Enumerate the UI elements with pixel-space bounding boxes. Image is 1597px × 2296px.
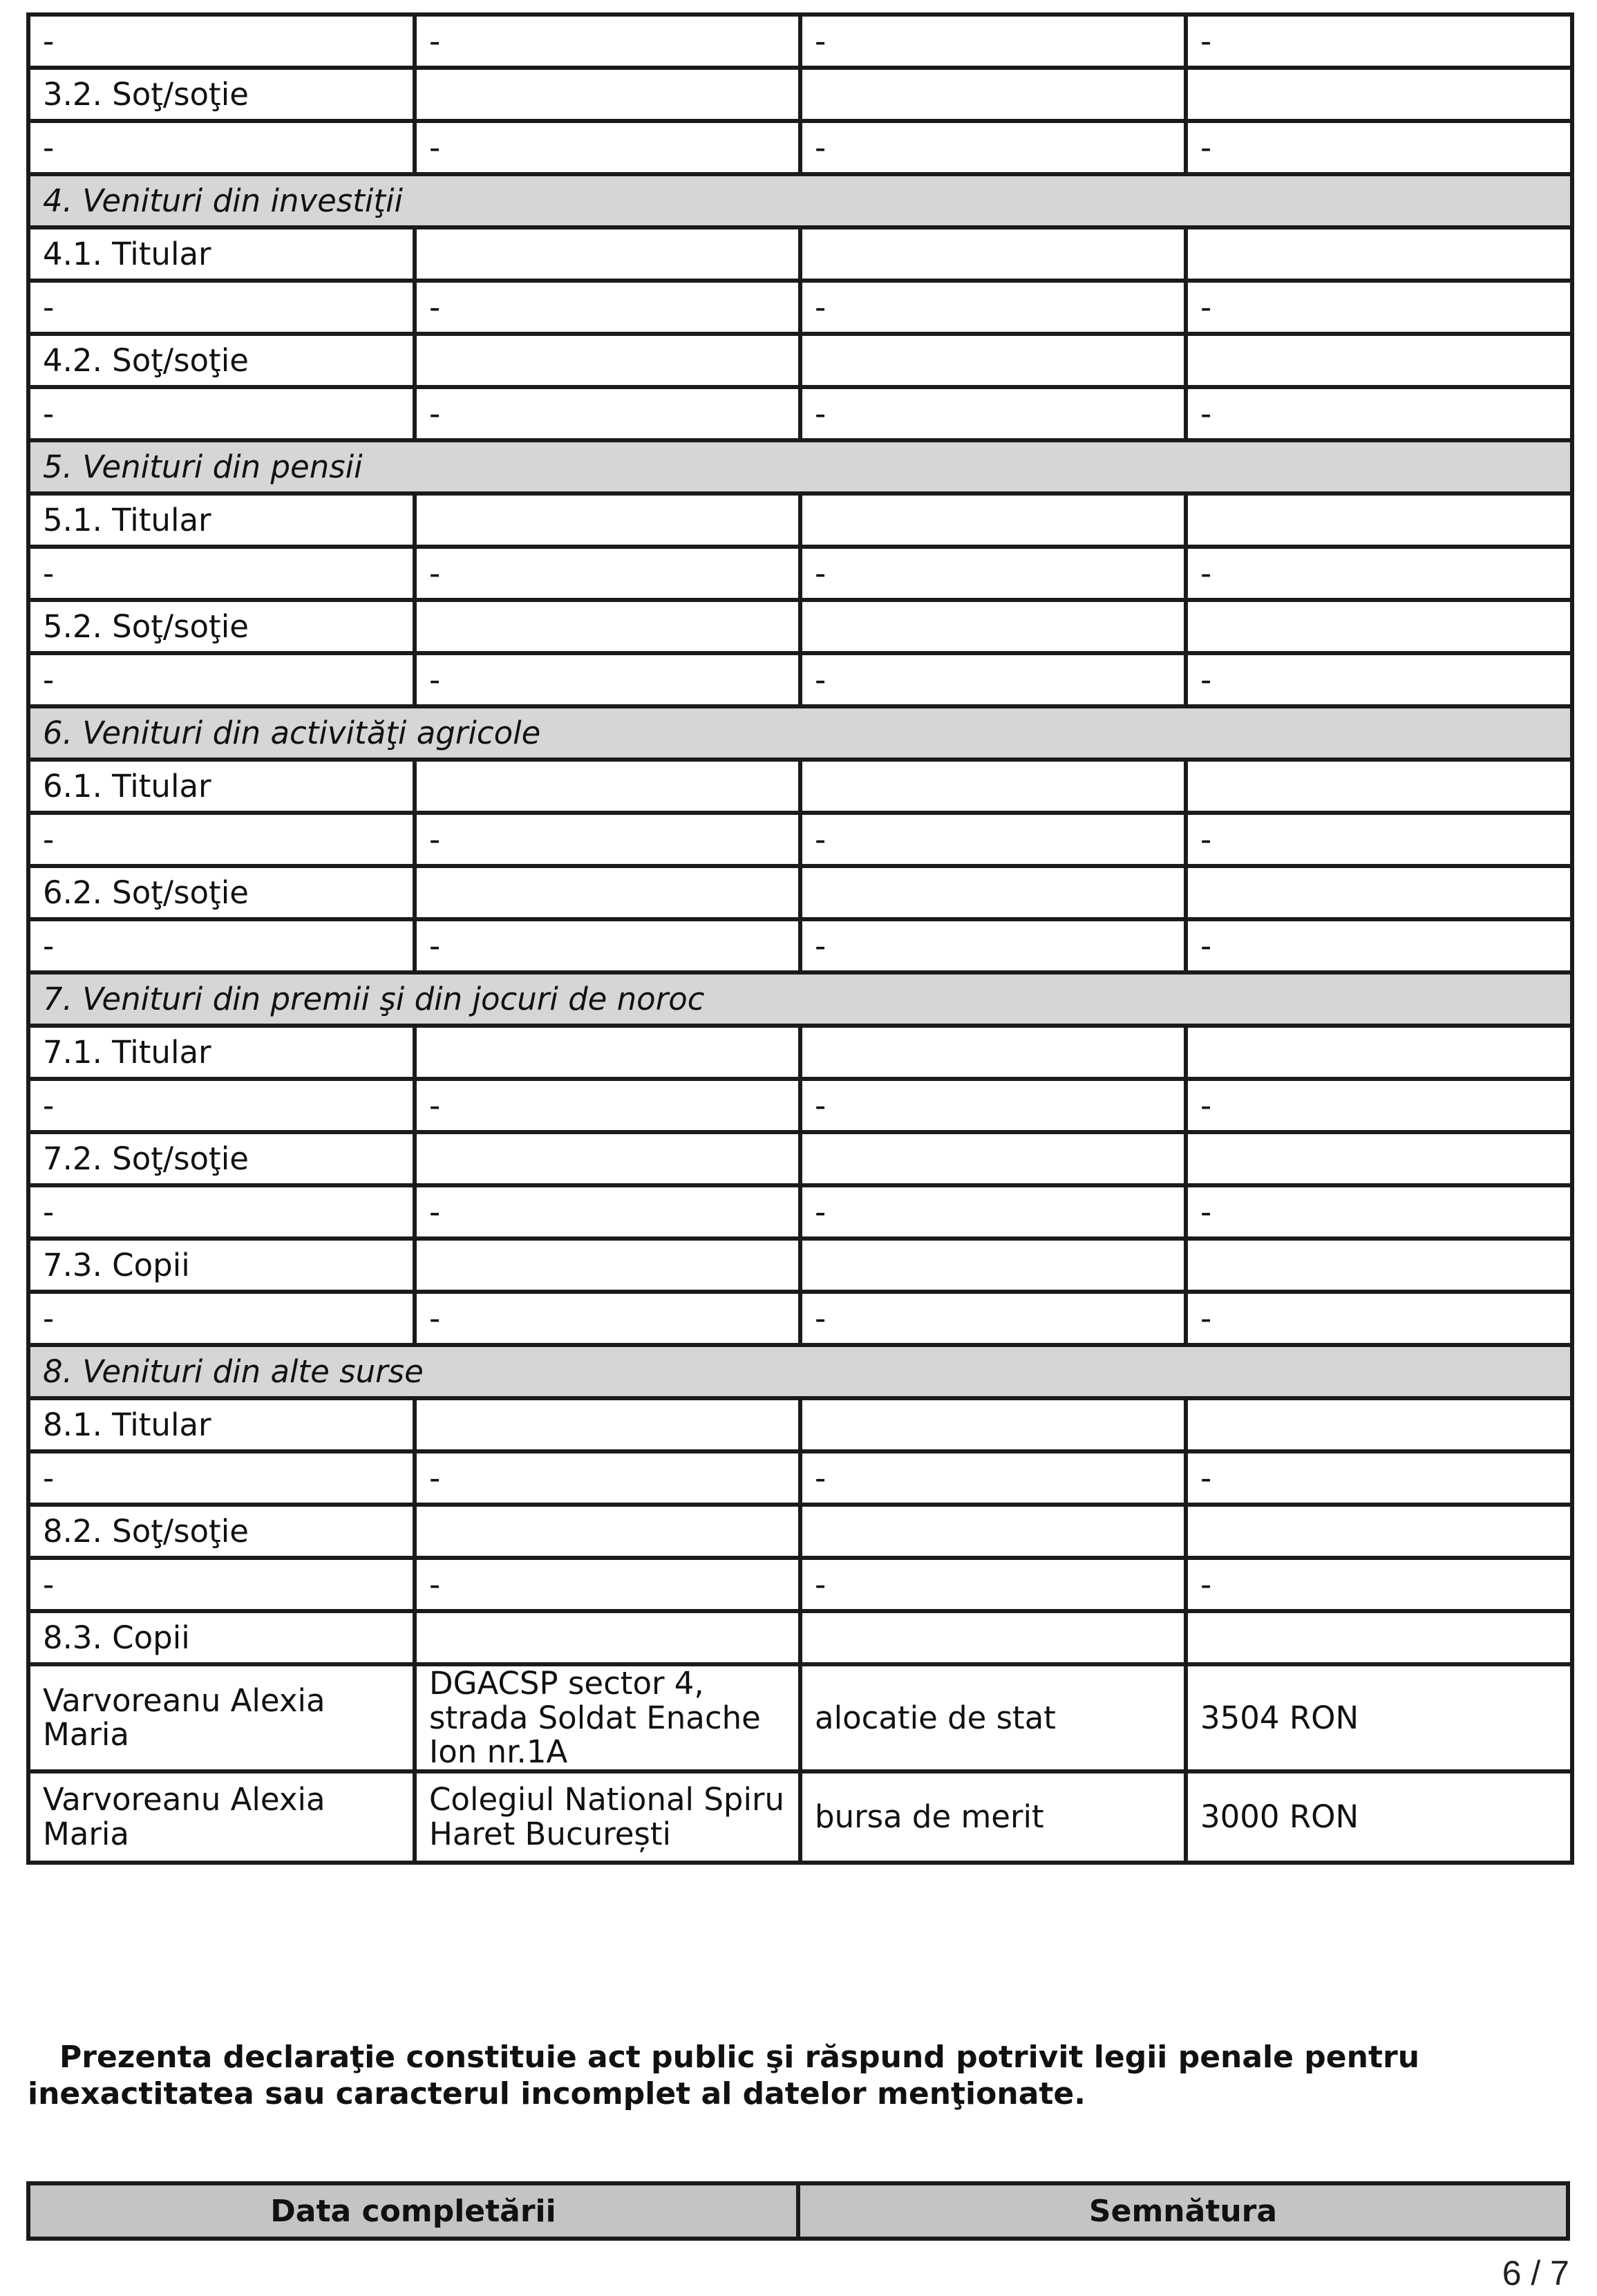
table-cell [800,1239,1186,1292]
table-row [28,387,1572,440]
table-cell [1186,760,1572,813]
table-cell: 6.2. Soţ/soţie [28,866,415,919]
table-cell [415,1505,800,1558]
table-cell: - [28,15,415,68]
table-cell: - [1186,1079,1572,1132]
section-title: 5. Venituri din pensii [28,440,1572,493]
table-cell [1186,1611,1572,1664]
table-cell [415,68,800,121]
table-cell: - [28,919,415,972]
table-cell: 8.1. Titular [28,1398,415,1451]
table-row [28,15,1572,68]
section-header-row [28,1345,1572,1398]
table-cell: - [1186,1185,1572,1239]
table-cell: - [800,547,1186,600]
section-title: 8. Venituri din alte surse [28,1345,1572,1398]
table-cell: 8.3. Copii [28,1611,415,1664]
category-row [28,1239,1572,1292]
table-cell [1186,1026,1572,1079]
table-cell: - [415,813,800,866]
table-row [28,1079,1572,1132]
table-cell [415,1239,800,1292]
table-cell: 4.2. Soţ/soţie [28,334,415,387]
table-cell: - [1186,1558,1572,1611]
table-cell: - [28,1558,415,1611]
completion-date-header: Data completării [28,2183,798,2239]
table-row [28,1185,1572,1239]
category-row [28,1611,1572,1664]
table-cell [1186,1132,1572,1185]
table-cell: - [28,813,415,866]
table-cell: - [415,121,800,174]
category-row [28,493,1572,547]
income-table [26,12,1574,1865]
table-row [28,547,1572,600]
table-cell: DGACSP sector 4, strada Soldat Enache Ion nr.1A [415,1664,800,1771]
table-cell: - [415,919,800,972]
table-cell: - [1186,653,1572,706]
table-cell [415,760,800,813]
table-cell [415,334,800,387]
table-cell: - [800,121,1186,174]
table-cell: - [800,387,1186,440]
table-cell [415,1398,800,1451]
table-cell: alocatie de stat [800,1664,1186,1771]
table-cell: - [800,813,1186,866]
table-cell [1186,1239,1572,1292]
table-cell: bursa de merit [800,1771,1186,1863]
table-cell [800,1026,1186,1079]
table-cell: - [800,15,1186,68]
table-cell: 8.2. Soţ/soţie [28,1505,415,1558]
table-row [28,121,1572,174]
table-cell [1186,866,1572,919]
table-cell: - [415,653,800,706]
table-cell: - [415,15,800,68]
table-cell [415,866,800,919]
category-row [28,1398,1572,1451]
table-cell: - [28,121,415,174]
table-cell: Varvoreanu Alexia Maria [28,1664,415,1771]
table-cell: - [1186,387,1572,440]
category-row [28,334,1572,387]
table-cell: - [415,1292,800,1345]
table-cell: - [800,1451,1186,1505]
table-cell: - [1186,547,1572,600]
table-cell: - [415,547,800,600]
category-row [28,1132,1572,1185]
table-cell: - [28,387,415,440]
table-cell: - [800,919,1186,972]
table-cell [800,1505,1186,1558]
table-cell: 3000 RON [1186,1771,1572,1863]
table-cell [415,227,800,281]
table-cell: - [28,1079,415,1132]
table-cell: - [1186,813,1572,866]
table-cell: - [28,1451,415,1505]
table-row [28,919,1572,972]
table-cell: - [800,281,1186,334]
table-row [28,813,1572,866]
table-cell: - [28,653,415,706]
table-cell [1186,227,1572,281]
table-cell: - [28,1185,415,1239]
table-cell [1186,68,1572,121]
table-cell [800,866,1186,919]
table-row [28,281,1572,334]
table-row [28,1771,1572,1863]
category-row [28,68,1572,121]
category-row [28,600,1572,653]
table-cell: - [800,1292,1186,1345]
table-cell: - [800,1558,1186,1611]
table-row [28,1451,1572,1505]
table-cell: - [415,387,800,440]
table-cell: 5.2. Soţ/soţie [28,600,415,653]
table-cell [800,1398,1186,1451]
income-table-body [28,15,1572,1863]
table-cell: 3504 RON [1186,1664,1572,1771]
table-row [28,1664,1572,1771]
section-header-row [28,706,1572,760]
section-title: 7. Venituri din premii şi din jocuri de noroc [28,972,1572,1026]
signature-table [26,2181,1570,2241]
section-header-row [28,972,1572,1026]
table-cell [800,68,1186,121]
signature-header-row [28,2183,1568,2239]
table-cell [800,760,1186,813]
table-cell [415,600,800,653]
category-row [28,760,1572,813]
table-cell [1186,1505,1572,1558]
table-cell [800,1611,1186,1664]
declaration-statement: Prezenta declaraţie constituie act public şi răspund potrivit legii penale pentru inexactitatea sau caracterul incomplet al datelor menţionate. [28,2040,1420,2111]
table-row [28,1558,1572,1611]
table-cell: 6.1. Titular [28,760,415,813]
table-cell: 7.1. Titular [28,1026,415,1079]
table-cell: - [1186,121,1572,174]
page-number: 6 / 7 [1502,2254,1569,2293]
table-cell: - [415,281,800,334]
signature-header: Semnătura [798,2183,1568,2239]
section-header-row [28,174,1572,227]
category-row [28,866,1572,919]
table-cell [1186,493,1572,547]
table-cell: - [1186,1292,1572,1345]
table-cell: 3.2. Soţ/soţie [28,68,415,121]
table-cell: - [415,1079,800,1132]
table-cell: - [28,1292,415,1345]
table-cell: - [800,1185,1186,1239]
table-cell: - [415,1451,800,1505]
table-cell: - [1186,281,1572,334]
table-cell: 7.3. Copii [28,1239,415,1292]
table-cell: - [1186,919,1572,972]
category-row [28,1505,1572,1558]
table-cell: - [800,1079,1186,1132]
table-cell [800,1132,1186,1185]
table-cell [415,1132,800,1185]
section-header-row [28,440,1572,493]
table-cell: - [28,281,415,334]
table-cell: 4.1. Titular [28,227,415,281]
section-title: 6. Venituri din activităţi agricole [28,706,1572,760]
table-cell: - [1186,15,1572,68]
table-cell: - [415,1558,800,1611]
table-cell: - [800,653,1186,706]
category-row [28,227,1572,281]
table-cell [800,600,1186,653]
table-cell [800,493,1186,547]
table-cell [415,1026,800,1079]
table-cell [1186,600,1572,653]
table-cell: - [28,547,415,600]
table-cell [415,493,800,547]
table-row [28,1292,1572,1345]
section-title: 4. Venituri din investiţii [28,174,1572,227]
table-cell: Varvoreanu Alexia Maria [28,1771,415,1863]
table-cell: 5.1. Titular [28,493,415,547]
table-cell [800,334,1186,387]
category-row [28,1026,1572,1079]
table-cell [415,1611,800,1664]
table-cell [800,227,1186,281]
table-cell: Colegiul National Spiru Haret București [415,1771,800,1863]
table-cell [1186,1398,1572,1451]
table-cell: - [1186,1451,1572,1505]
table-cell: - [415,1185,800,1239]
table-cell: 7.2. Soţ/soţie [28,1132,415,1185]
table-row [28,653,1572,706]
table-cell [1186,334,1572,387]
